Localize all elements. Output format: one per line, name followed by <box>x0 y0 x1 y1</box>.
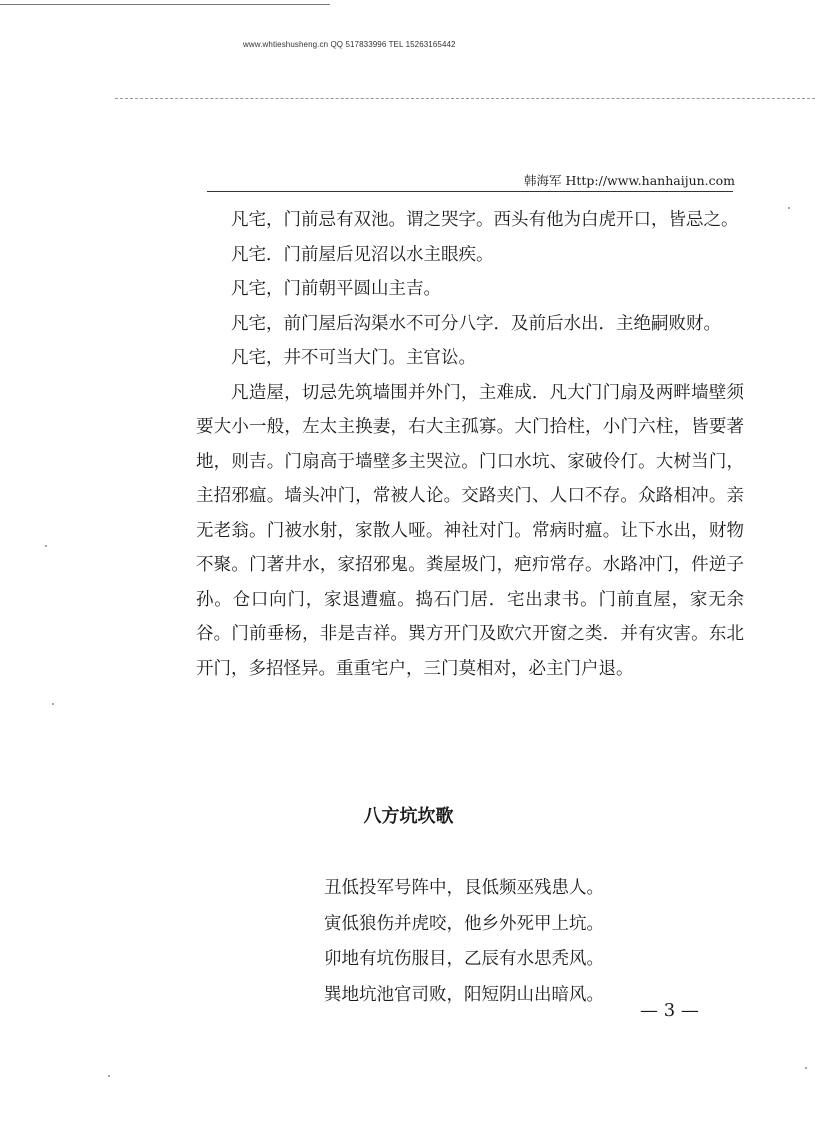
body-text <box>196 203 744 686</box>
scan-speck <box>45 545 47 547</box>
poem <box>324 871 604 1013</box>
paragraph: 凡宅．门前屋后见沼以水主眼疾。 <box>231 244 494 265</box>
paragraph: 凡造屋，切忌先筑墙围并外门，主难成．凡大门门扇及两畔墙壁须要大小一般，左太主换妻，右大主孤寡。大门拾柱，小门六柱，皆要著地，则吉。门扇高于墙壁多主哭泣。门口水坑、家破伶仃。大树当门，主招邪瘟。墙头冲门，常被人论。交路夹门、人口不存。众路相冲。亲无老翁。门被水射，家散人哑。神社对门。常病时瘟。让下水出，财物不聚。门著井水，家招邪鬼。粪屋圾门，疤疖常存。水路冲门，件逆子孙。仓口向门，家退遭瘟。捣石门居．宅出隶书。门前直屋，家无余谷。门前垂杨，非是吉祥。巽方开门及欧穴开窗之类．并有灾害。东北开门，多招怪异。重重宅户，三门莫相对，必主门户退。 <box>196 382 744 679</box>
scan-speck <box>108 1075 110 1077</box>
watermark-text: www.whtieshusheng.cn QQ 517833996 TEL 15263165442 <box>243 40 456 49</box>
running-head: 韩海军 Http://www.hanhaijun.com <box>524 173 736 188</box>
scan-speck <box>805 1067 807 1069</box>
top-border-line <box>0 4 330 5</box>
poem-line: 丑低投军号阵中，艮低频巫残患人。 <box>324 878 604 898</box>
paragraph: 凡宅，前门屋后沟渠水不可分八字．及前后水出．主绝嗣败财。 <box>231 313 721 334</box>
scan-speck <box>788 207 790 209</box>
paragraph: 凡宅，井不可当大门。主官讼。 <box>231 348 476 368</box>
poem-line: 巽地坑池官司败，阳短阴山出暗风。 <box>324 984 604 1005</box>
poem-line: 卯地有坑伤服目，乙辰有水思秃风。 <box>324 949 604 969</box>
scan-dashed-line <box>115 98 815 99</box>
page-number: — 3 — <box>640 1000 699 1021</box>
header-rule <box>207 191 733 192</box>
poem-line: 寅低狼伤并虎咬，他乡外死甲上坑。 <box>324 913 604 934</box>
scan-speck <box>52 703 54 705</box>
paragraph: 凡宅，门前忌有双池。谓之哭字。西头有他为白虎开口，皆忌之。 <box>231 210 739 230</box>
section-title: 八方坑坎歌 <box>363 806 454 827</box>
paragraph: 凡宅，门前朝平圆山主吉。 <box>231 279 441 299</box>
